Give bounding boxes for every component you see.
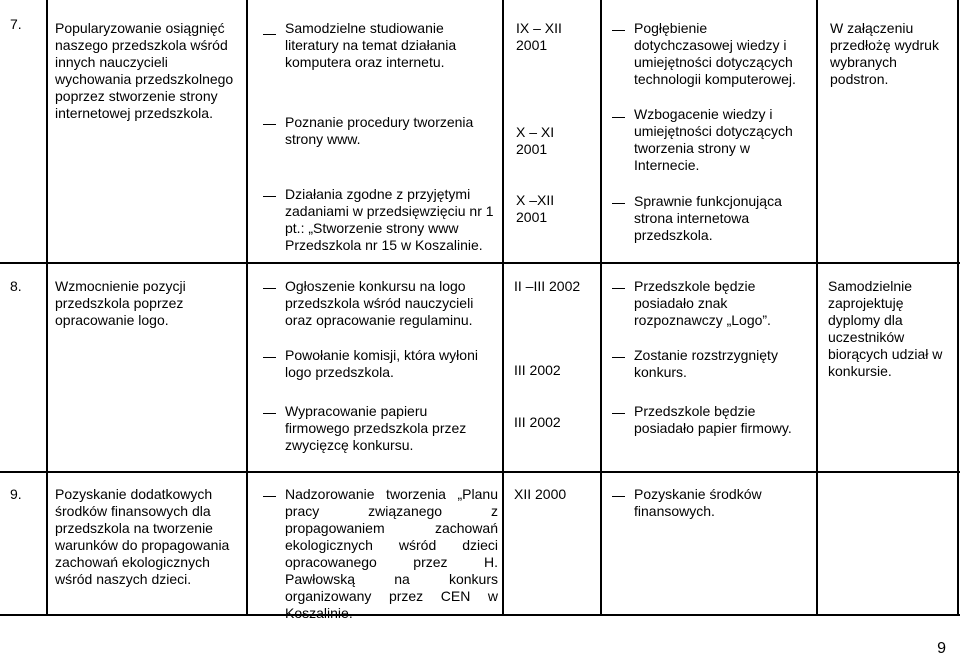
term-cell: XII 2000 [514, 486, 567, 502]
term-cell: III 2002 [514, 362, 561, 378]
effect-item: Pogłębienie dotychczasowej wiedzy i umiejętności dotyczących technologii komputerowej. [634, 20, 796, 87]
effect-item: Wzbogacenie wiedzy i umiejętności dotyczących tworzenia strony w Internecie. [634, 106, 793, 173]
term-cell: X – XI 2001 [516, 124, 555, 157]
dash-marker [612, 413, 625, 414]
row-number: 9. [10, 486, 22, 502]
notes-cell: W załączeniu przedłożę wydruk wybranych podstron. [830, 20, 939, 87]
dash-marker [612, 203, 625, 204]
col-divider-1 [46, 0, 48, 615]
goal-cell: Pozyskanie dodatkowych środków finansowych dla przedszkola na tworzenie warunków do propagowania zachowań ekologicznych wśród naszych dzieci. [55, 486, 230, 587]
goal-cell: Popularyzowanie osiągnięć naszego przedszkola wśród innych nauczycieli wychowania przedszkolnego poprzez stworzenie strony internetowej przedszkola. [55, 20, 234, 121]
dash-marker [263, 413, 276, 414]
dash-marker [263, 496, 276, 497]
effect-item: Sprawnie funkcjonująca strona internetowa przedszkola. [634, 193, 782, 243]
dash-marker [612, 30, 625, 31]
term-cell: II –III 2002 [514, 278, 581, 294]
effect-item: Przedszkole będzie posiadało papier firmowy. [634, 403, 792, 436]
dash-marker [263, 34, 276, 35]
dash-marker [612, 288, 625, 289]
row-number: 8. [10, 278, 22, 294]
dash-marker [263, 357, 276, 358]
col-divider-4 [600, 0, 602, 615]
task-item: Powołanie komisji, która wyłoni logo przedszkola. [285, 347, 478, 380]
dash-marker [263, 124, 276, 125]
task-item: Samodzielne studiowanie literatury na temat działania komputera oraz internetu. [285, 20, 457, 70]
task-item: Poznanie procedury tworzenia strony www. [285, 114, 474, 147]
page-number: 9 [937, 640, 946, 657]
effect-item: Pozyskanie środków finansowych. [634, 486, 762, 519]
dash-marker [612, 496, 625, 497]
effect-item: Przedszkole będzie posiadało znak rozpoznawczy „Logo”. [634, 278, 771, 328]
dash-marker [263, 288, 276, 289]
task-item: Działania zgodne z przyjętymi zadaniami w przedsięwzięciu nr 1 pt.: „Stworzenie strony www Przedszkola nr 15 w Koszalinie. [285, 186, 494, 253]
term-cell: III 2002 [514, 414, 561, 430]
col-divider-3 [502, 0, 504, 615]
task-item: Nadzorowanie tworzenia „Planu pracy związanego z propagowaniem zachowań ekologicznych wśród dzieci opracowanego przez H. Pawłowską na konkurs organizowany przez CEN w Koszalinie. [285, 486, 498, 621]
task-item: Ogłoszenie konkursu na logo przedszkola wśród nauczycieli oraz opracowanie regulaminu. [285, 278, 474, 328]
dash-marker [612, 117, 625, 118]
col-divider-5 [816, 0, 818, 615]
row-number: 7. [10, 16, 22, 32]
dash-marker [612, 357, 625, 358]
dash-marker [263, 196, 276, 197]
goal-cell: Wzmocnienie pozycji przedszkola poprzez opracowanie logo. [55, 278, 186, 328]
notes-cell: Samodzielnie zaprojektuję dyplomy dla uczestników biorących udział w konkursie. [828, 278, 943, 379]
effect-item: Zostanie rozstrzygnięty konkurs. [634, 347, 778, 380]
col-divider-2 [246, 0, 248, 615]
table-right-border [957, 0, 959, 615]
task-item: Wypracowanie papieru firmowego przedszkola przez zwycięzcę konkursu. [285, 403, 467, 453]
term-cell: X –XII 2001 [516, 192, 555, 225]
term-cell: IX – XII 2001 [516, 20, 562, 53]
